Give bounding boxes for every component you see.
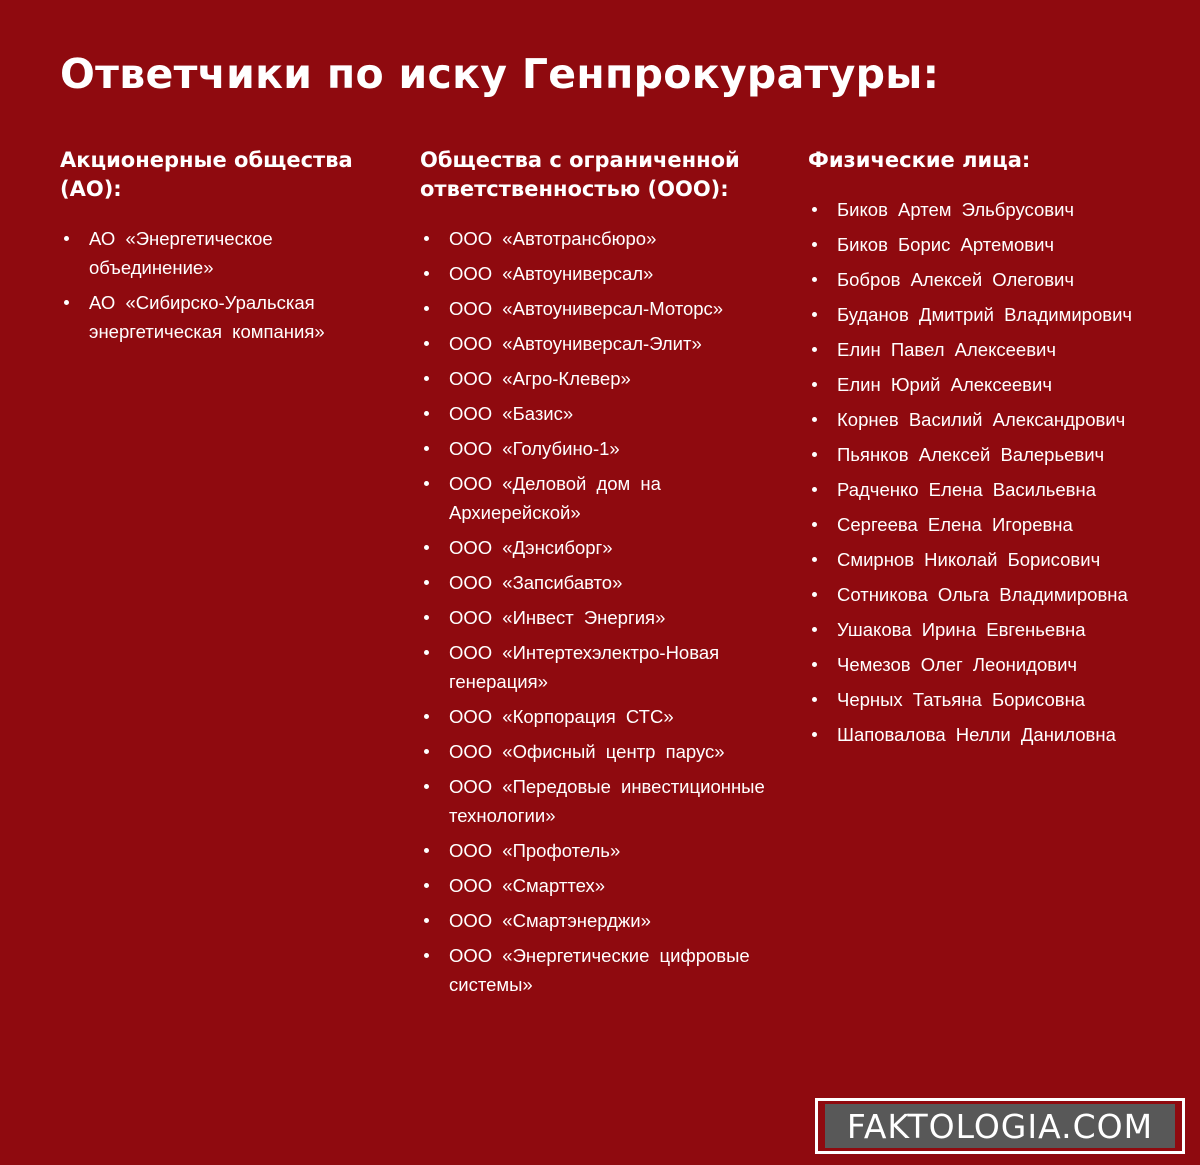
person-list-item — [808, 440, 1178, 469]
bullet-icon — [424, 615, 429, 620]
ooo-list-item — [420, 603, 780, 632]
list-item-text: ООО «Смартэнерджи» — [449, 910, 651, 931]
list-item-text: Пьянков Алексей Валерьевич — [837, 444, 1105, 465]
list-item-text: Бобров Алексей Олегович — [837, 269, 1075, 290]
list-item-text: Сергеева Елена Игоревна — [837, 514, 1073, 535]
persons-list — [808, 195, 1178, 749]
person-list-item — [808, 405, 1178, 434]
ooo-list-item — [420, 259, 780, 288]
person-list-item — [808, 685, 1178, 714]
list-item-text: Елин Павел Алексеевич — [837, 339, 1056, 360]
ooo-list-item — [420, 941, 780, 999]
list-item-text: Биков Артем Эльбрусович — [837, 199, 1075, 220]
bullet-icon — [812, 452, 817, 457]
bullet-icon — [424, 545, 429, 550]
list-item-text: Смирнов Николай Борисович — [837, 549, 1101, 570]
ooo-list — [420, 224, 780, 999]
ooo-list-item — [420, 469, 780, 527]
list-item-text: ООО «Автоуниверсал» — [449, 263, 654, 284]
ooo-list-item — [420, 737, 780, 766]
person-list-item — [808, 335, 1178, 364]
list-item-text: ООО «Инвест Энергия» — [449, 607, 666, 628]
ooo-list-item — [420, 906, 780, 935]
bullet-icon — [424, 580, 429, 585]
person-list-item — [808, 615, 1178, 644]
list-item-text: ООО «Агро-Клевер» — [449, 368, 631, 389]
person-list-item — [808, 230, 1178, 259]
list-item-text: ООО «Интертехэлектро-Новая генерация» — [449, 642, 720, 692]
person-list-item — [808, 510, 1178, 539]
bullet-icon — [64, 236, 69, 241]
bullet-icon — [812, 627, 817, 632]
list-item-text: ООО «Автоуниверсал-Элит» — [449, 333, 702, 354]
bullet-icon — [812, 662, 817, 667]
ooo-list-item — [420, 329, 780, 358]
bullet-icon — [812, 592, 817, 597]
list-item-text: ООО «Офисный центр парус» — [449, 741, 725, 762]
bullet-icon — [424, 481, 429, 486]
ooo-list-item — [420, 224, 780, 253]
column-joint-stock-companies — [60, 146, 390, 352]
bullet-icon — [424, 411, 429, 416]
bullet-icon — [812, 207, 817, 212]
person-list-item — [808, 300, 1178, 329]
bullet-icon — [424, 848, 429, 853]
page-title: Ответчики по иску Генпрокуратуры: — [60, 50, 940, 98]
bullet-icon — [812, 347, 817, 352]
list-item-text: ООО «Энергетические цифровые системы» — [449, 945, 750, 995]
person-list-item — [808, 475, 1178, 504]
bullet-icon — [812, 697, 817, 702]
column-heading-ao: Акционерные общества (АО): — [60, 148, 353, 201]
ooo-list-item — [420, 533, 780, 562]
column-heading-persons: Физические лица: — [808, 148, 1031, 172]
list-item-text: ООО «Базис» — [449, 403, 574, 424]
ooo-list-item — [420, 399, 780, 428]
bullet-icon — [812, 487, 817, 492]
person-list-item — [808, 195, 1178, 224]
bullet-icon — [424, 784, 429, 789]
ooo-list-item — [420, 772, 780, 830]
list-item-text: ООО «Запсибавто» — [449, 572, 623, 593]
list-item-text: Радченко Елена Васильевна — [837, 479, 1097, 500]
list-item-text: Чемезов Олег Леонидович — [837, 654, 1078, 675]
ooo-list-item — [420, 702, 780, 731]
list-item-text: ООО «Голубино-1» — [449, 438, 620, 459]
bullet-icon — [424, 749, 429, 754]
bullet-icon — [812, 312, 817, 317]
column-heading-ooo: Общества с ограниченной ответственностью (ООО): — [420, 148, 740, 201]
list-item-text: АО «Энергетическое объединение» — [89, 228, 273, 278]
ooo-list-item — [420, 638, 780, 696]
bullet-icon — [812, 732, 817, 737]
list-item-text: Биков Борис Артемович — [837, 234, 1055, 255]
person-list-item — [808, 580, 1178, 609]
faktologia-watermark-logo — [815, 1098, 1185, 1154]
ao-list — [60, 224, 390, 346]
list-item-text: Сотникова Ольга Владимировна — [837, 584, 1128, 605]
bullet-icon — [812, 277, 817, 282]
bullet-icon — [424, 953, 429, 958]
list-item-text: Ушакова Ирина Евгеньевна — [837, 619, 1086, 640]
list-item-text: Буданов Дмитрий Владимирович — [837, 304, 1133, 325]
column-llc-companies — [420, 146, 780, 1005]
person-list-item — [808, 370, 1178, 399]
bullet-icon — [424, 376, 429, 381]
bullet-icon — [812, 417, 817, 422]
bullet-icon — [424, 714, 429, 719]
list-item-text: АО «Сибирско-Уральская энергетическая компания» — [89, 292, 325, 342]
watermark-text: FAKTOLOGIA.COM — [825, 1104, 1175, 1148]
list-item-text: ООО «Автоуниверсал-Моторс» — [449, 298, 724, 319]
ooo-list-item — [420, 871, 780, 900]
person-list-item — [808, 650, 1178, 679]
bullet-icon — [424, 918, 429, 923]
list-item-text: Черных Татьяна Борисовна — [837, 689, 1086, 710]
bullet-icon — [812, 557, 817, 562]
ooo-list-item — [420, 364, 780, 393]
ao-list-item — [60, 224, 390, 282]
bullet-icon — [424, 271, 429, 276]
person-list-item — [808, 720, 1178, 749]
list-item-text: Елин Юрий Алексеевич — [837, 374, 1052, 395]
ooo-list-item — [420, 434, 780, 463]
list-item-text: ООО «Автотрансбюро» — [449, 228, 657, 249]
list-item-text: Шаповалова Нелли Даниловна — [837, 724, 1116, 745]
bullet-icon — [424, 306, 429, 311]
person-list-item — [808, 545, 1178, 574]
list-item-text: ООО «Дэнсиборг» — [449, 537, 613, 558]
ooo-list-item — [420, 568, 780, 597]
list-item-text: ООО «Деловой дом на Архиерейской» — [449, 473, 661, 523]
bullet-icon — [424, 650, 429, 655]
list-item-text: ООО «Корпорация СТС» — [449, 706, 674, 727]
bullet-icon — [424, 236, 429, 241]
bullet-icon — [424, 446, 429, 451]
ao-list-item — [60, 288, 390, 346]
bullet-icon — [812, 522, 817, 527]
list-item-text: Корнев Василий Александрович — [837, 409, 1126, 430]
bullet-icon — [812, 382, 817, 387]
column-individuals — [808, 146, 1178, 755]
person-list-item — [808, 265, 1178, 294]
ooo-list-item — [420, 294, 780, 323]
list-item-text: ООО «Профотель» — [449, 840, 621, 861]
list-item-text: ООО «Передовые инвестиционные технологии» — [449, 776, 765, 826]
bullet-icon — [812, 242, 817, 247]
bullet-icon — [424, 883, 429, 888]
list-item-text: ООО «Смарттех» — [449, 875, 606, 896]
bullet-icon — [64, 300, 69, 305]
bullet-icon — [424, 341, 429, 346]
ooo-list-item — [420, 836, 780, 865]
